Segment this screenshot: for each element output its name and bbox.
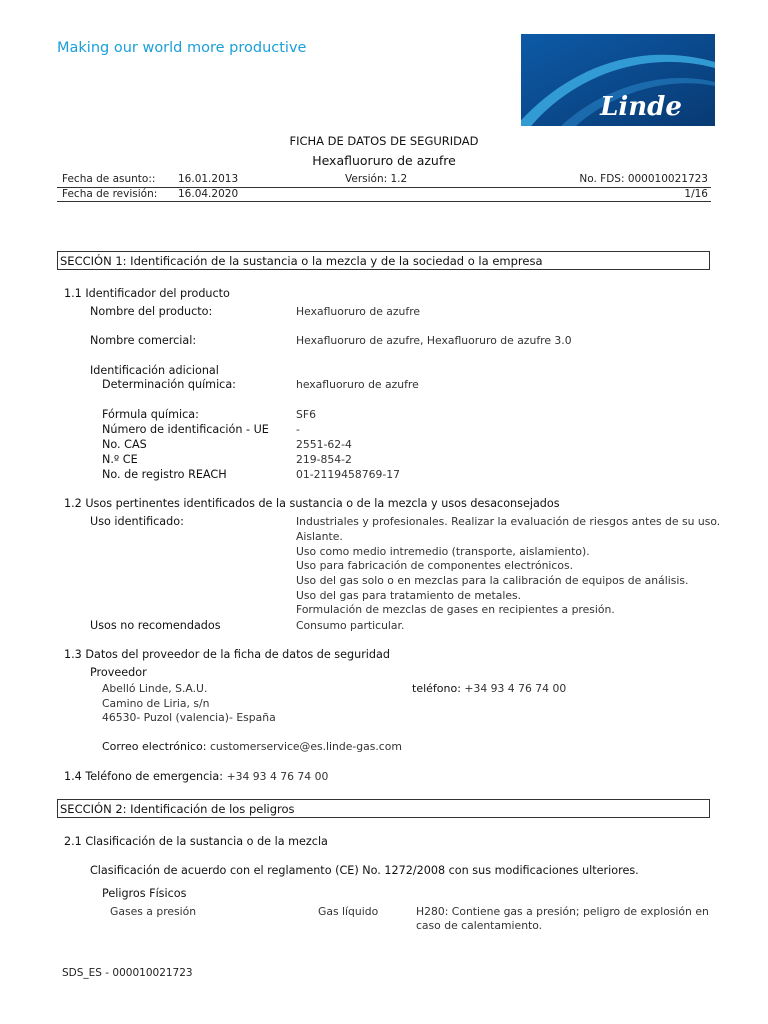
not-recommended: Consumo particular. xyxy=(296,619,405,632)
use-line: Uso para fabricación de componentes electrónicos. xyxy=(296,559,574,572)
ce-label: N.º CE xyxy=(102,453,138,466)
reach: 01-2119458769-17 xyxy=(296,468,400,481)
s13-heading: 1.3 Datos del proveedor de la ficha de datos de seguridad xyxy=(64,648,390,661)
s12-heading: 1.2 Usos pertinentes identificados de la sustancia o de la mezcla y usos desaconsejados xyxy=(64,497,560,510)
emergency-phone: +34 93 4 76 74 00 xyxy=(226,770,329,783)
formula: SF6 xyxy=(296,408,316,421)
section-2-heading: SECCIÓN 2: Identificación de los peligros xyxy=(57,799,710,818)
use-line: Formulación de mezclas de gases en recipientes a presión. xyxy=(296,603,615,616)
use-line: Uso del gas solo o en mezclas para la calibración de equipos de análisis. xyxy=(296,574,689,587)
supplier-street: Camino de Liria, s/n xyxy=(102,697,210,710)
trade-name-label: Nombre comercial: xyxy=(90,334,197,347)
chem-det: hexafluoruro de azufre xyxy=(296,378,419,391)
use-line: Uso del gas para tratamiento de metales. xyxy=(296,589,522,602)
hazard-category: Gas líquido xyxy=(318,905,379,918)
use-line: Aislante. xyxy=(296,530,343,543)
use-label: Uso identificado: xyxy=(90,515,184,528)
revision-date-label: Fecha de revisión: xyxy=(62,188,158,200)
trade-name: Hexafluoruro de azufre, Hexafluoruro de azufre 3.0 xyxy=(296,334,572,347)
supplier-city: 46530- Puzol (valencia)- España xyxy=(102,711,276,724)
eu-id-label: Número de identificación - UE xyxy=(102,423,269,436)
cas: 2551-62-4 xyxy=(296,438,352,451)
additional-id-label: Identificación adicional xyxy=(90,364,219,377)
tagline: Making our world more productive xyxy=(57,40,307,56)
supplier-name: Abelló Linde, S.A.U. xyxy=(102,682,208,695)
email-row xyxy=(102,740,402,753)
eu-id: - xyxy=(296,423,300,436)
s11-heading: 1.1 Identificador del producto xyxy=(64,287,230,300)
version: Versión: 1.2 xyxy=(345,173,408,185)
phone-row xyxy=(412,682,566,695)
physical-hazards-label: Peligros Físicos xyxy=(102,887,187,900)
not-recommended-label: Usos no recomendados xyxy=(90,619,221,632)
chem-det-label: Determinación química: xyxy=(102,378,236,391)
section-1-heading: SECCIÓN 1: Identificación de la sustancia o la mezcla y de la sociedad o la empresa xyxy=(57,251,710,270)
revision-date: 16.04.2020 xyxy=(178,188,239,200)
s21-heading: 2.1 Clasificación de la sustancia o de la mezcla xyxy=(64,835,328,848)
formula-label: Fórmula química: xyxy=(102,408,199,421)
email-label: Correo electrónico: xyxy=(102,740,207,753)
page-number: 1/16 xyxy=(684,188,708,200)
use-line: Industriales y profesionales. Realizar la evaluación de riesgos antes de su uso. xyxy=(296,515,721,528)
use-line: Uso como medio intremedio (transporte, aislamiento). xyxy=(296,545,590,558)
product-name: Hexafluoruro de azufre xyxy=(296,305,421,318)
hazard-class: Gases a presión xyxy=(110,905,197,918)
hazard-statement-line1: H280: Contiene gas a presión; peligro de explosión en xyxy=(416,905,709,918)
issue-date: 16.01.2013 xyxy=(178,173,239,185)
doc-substance: Hexafluoruro de azufre xyxy=(312,153,456,168)
logo-text: Linde xyxy=(600,92,682,122)
product-name-label: Nombre del producto: xyxy=(90,305,213,318)
doc-title: FICHA DE DATOS DE SEGURIDAD xyxy=(289,134,479,148)
emergency-label: 1.4 Teléfono de emergencia: xyxy=(64,770,223,783)
ce: 219-854-2 xyxy=(296,453,352,466)
issue-date-label: Fecha de asunto:: xyxy=(62,173,156,185)
hazard-statement-line2: caso de calentamiento. xyxy=(416,919,543,932)
emergency-row xyxy=(64,770,328,783)
phone: +34 93 4 76 74 00 xyxy=(464,682,567,695)
supplier-label: Proveedor xyxy=(90,666,147,679)
footer-ref: SDS_ES - 000010021723 xyxy=(62,967,193,979)
reach-label: No. de registro REACH xyxy=(102,468,227,481)
cas-label: No. CAS xyxy=(102,438,147,451)
classification-text: Clasificación de acuerdo con el reglamento (CE) No. 1272/2008 con sus modificaciones ulteriores. xyxy=(90,864,639,877)
linde-logo xyxy=(521,34,715,126)
email-link[interactable]: customerservice@es.linde-gas.com xyxy=(210,740,402,753)
phone-label: teléfono: xyxy=(412,682,461,695)
sds-number: No. FDS: 000010021723 xyxy=(579,173,708,185)
meta-divider-2 xyxy=(57,201,711,202)
